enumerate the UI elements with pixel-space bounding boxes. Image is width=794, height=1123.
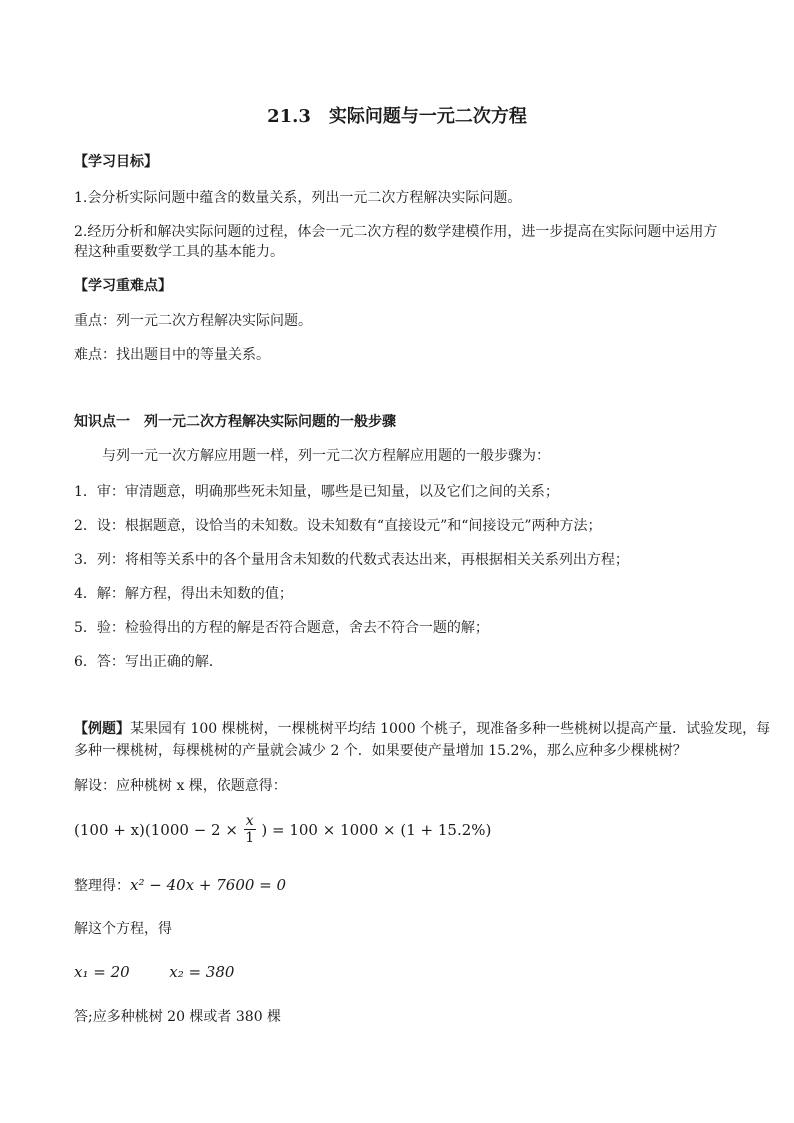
step-item: 1．审：审清题意，明确那些死未知量，哪些是已知量，以及它们之间的关系； — [74, 484, 559, 500]
example-label: 【例题】 — [74, 721, 130, 737]
key-point: 重点：列一元二次方程解决实际问题。 — [74, 313, 312, 329]
fraction-numerator: x — [245, 812, 254, 829]
root-1: x₁ = 20 — [74, 963, 130, 981]
objective-item-2-line-2: 程这种重要数学工具的基本能力。 — [74, 244, 284, 260]
example-text-line-1 — [74, 719, 770, 739]
root-2: x₂ = 380 — [169, 963, 235, 981]
objectives-heading: 【学习目标】 — [74, 154, 158, 170]
fraction — [244, 813, 256, 846]
objective-item-2-line-1: 2.经历分析和解决实际问题的过程，体会一元二次方程的数学建模作用，进一步提高在实际问题中运用方 — [74, 224, 718, 240]
knowledge-intro: 与列一元一次方解应用题一样，列一元二次方程解应用题的一般步骤为： — [102, 448, 550, 464]
step-item: 2．设：根据题意，设恰当的未知数。设未知数有“直接设元”和“间接设元”两种方法； — [74, 518, 602, 534]
fraction-denominator: 1 — [245, 829, 255, 846]
example-text-line-2: 多种一棵桃树，每棵桃树的产量就会减少 2 个．如果要使产量增加 15.2%，那么应种多少棵桃树？ — [74, 743, 687, 759]
difficulties-heading: 【学习重难点】 — [74, 278, 172, 294]
hard-point: 难点：找出题目中的等量关系。 — [74, 347, 270, 363]
main-equation — [74, 812, 491, 848]
equation-right: ) = 100 × 1000 × (1 + 15.2%) — [261, 821, 492, 839]
objective-item-1: 1.会分析实际问题中蕴含的数量关系，列出一元二次方程解决实际问题。 — [74, 190, 522, 206]
answer: 答;应多种桃树 20 棵或者 380 棵 — [74, 1009, 282, 1025]
step-item: 4．解：解方程，得出未知数的值； — [74, 586, 293, 602]
simplify-line — [74, 875, 286, 896]
page-title: 21.3 实际问题与一元二次方程 — [267, 106, 527, 127]
simplified-equation: x² − 40x + 7600 = 0 — [130, 876, 287, 894]
step-item: 3．列：将相等关系中的各个量用含未知数的代数式表达出来，再根据相关关系列出方程； — [74, 552, 629, 568]
solve-label: 解这个方程，得 — [74, 921, 172, 937]
solution-intro: 解设：应种桃树 x 棵，依题意得： — [74, 778, 287, 794]
example-text: 某果园有 100 棵桃树，一棵桃树平均结 1000 个桃子，现准备多种一些桃树以提高产量．试验发现，每 — [130, 721, 771, 737]
step-item: 6．答：写出正确的解． — [74, 654, 223, 670]
step-item: 5．验：检验得出的方程的解是否符合题意，舍去不符合一题的解； — [74, 620, 489, 636]
roots-line — [74, 962, 234, 982]
knowledge-heading: 知识点一 列一元二次方程解决实际问题的一般步骤 — [74, 414, 396, 430]
simplify-label: 整理得： — [74, 878, 130, 894]
equation-left: (100 + x)(1000 − 2 × — [74, 821, 238, 839]
